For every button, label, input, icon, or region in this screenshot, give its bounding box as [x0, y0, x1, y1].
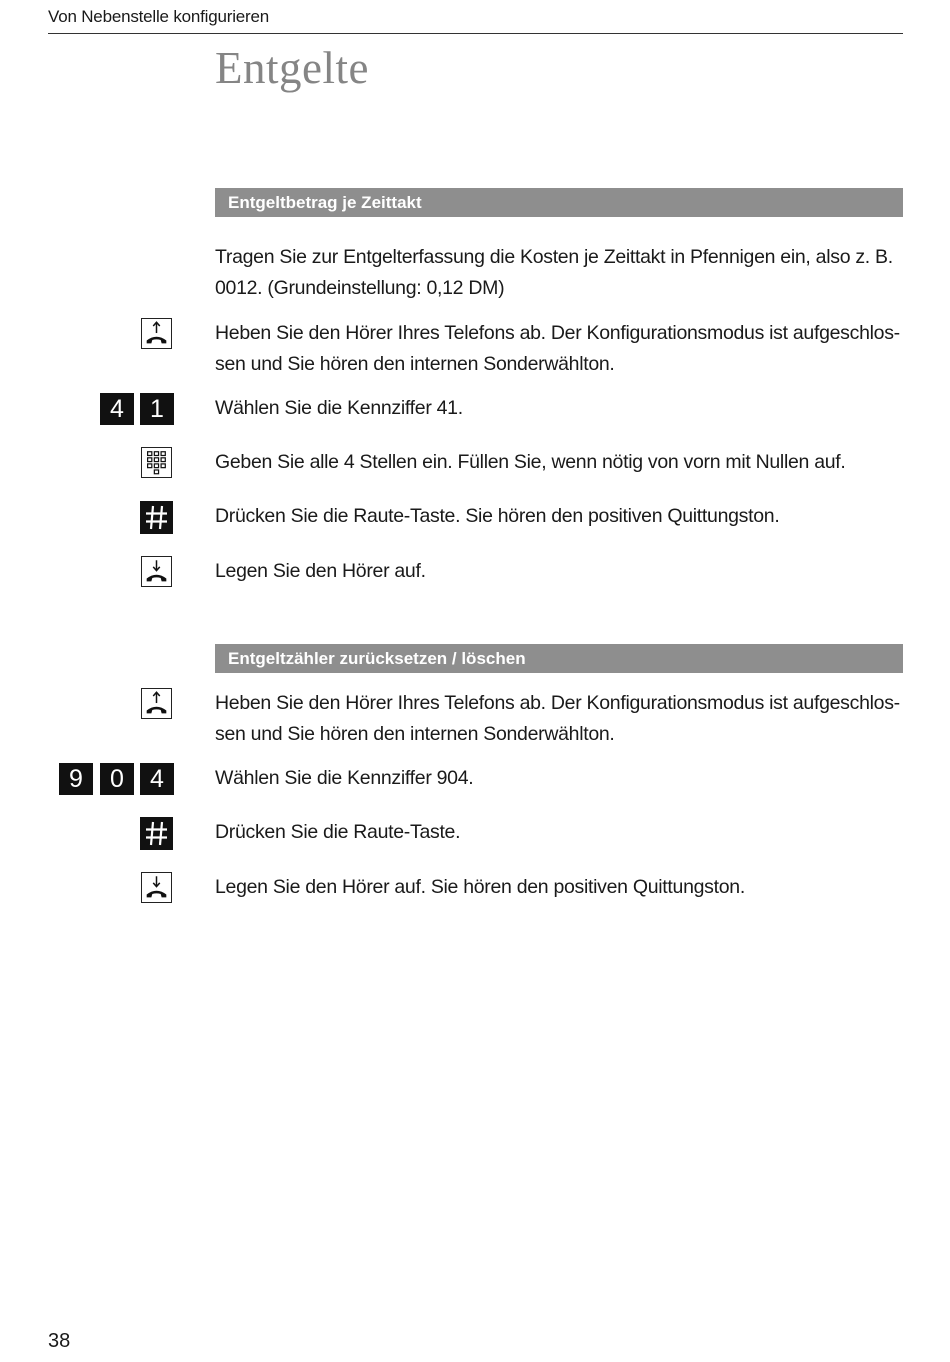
digit-key: 9	[59, 763, 93, 795]
running-header: Von Nebenstelle konfigurieren	[48, 7, 270, 26]
handset-hangup-icon	[141, 872, 172, 903]
keypad-icon	[141, 447, 172, 478]
section2-step-lift	[215, 688, 915, 750]
section1-step-hash: Drücken Sie die Raute-Taste. Sie hören den positiven Quittungston.	[215, 505, 780, 527]
section-heading-fee-per-cycle: Entgeltbetrag je Zeittakt	[215, 188, 903, 217]
section2-step-hangup: Legen Sie den Hörer auf. Sie hören den positiven Quittungston.	[215, 876, 745, 898]
section1-step-lift-line1: Heben Sie den Hörer Ihres Telefons ab. Der Konfigurationsmodus ist aufgeschlos-	[215, 322, 900, 344]
handset-hangup-icon	[141, 556, 172, 587]
section1-intro-line2: 0012. (Grundeinstellung: 0,12 DM)	[215, 277, 505, 299]
section1-intro	[215, 242, 915, 304]
section2-step-dial: Wählen Sie die Kennziffer 904.	[215, 767, 474, 789]
section1-intro-line1: Tragen Sie zur Entgelterfassung die Kosten je Zeittakt in Pfennigen ein, also z. B.	[215, 246, 893, 268]
section2-step-lift-line2: sen und Sie hören den internen Sonderwählton.	[215, 723, 615, 745]
section1-step-hangup: Legen Sie den Hörer auf.	[215, 560, 426, 582]
page-title: Entgelte	[215, 43, 369, 93]
hash-key-icon	[140, 817, 173, 850]
page-number: 38	[48, 1330, 71, 1352]
section1-step-lift-line2: sen und Sie hören den internen Sonderwählton.	[215, 353, 615, 375]
section-heading-reset-counter: Entgeltzähler zurücksetzen / löschen	[215, 644, 903, 673]
digit-key: 4	[100, 393, 134, 425]
section1-step-dial: Wählen Sie die Kennziffer 41.	[215, 397, 463, 419]
section2-step-lift-line1: Heben Sie den Hörer Ihres Telefons ab. Der Konfigurationsmodus ist aufgeschlos-	[215, 692, 900, 714]
digit-key: 1	[140, 393, 174, 425]
header-rule	[48, 33, 903, 34]
handset-lift-icon	[141, 688, 172, 719]
digit-key: 4	[140, 763, 174, 795]
digit-key: 0	[100, 763, 134, 795]
section1-step-lift	[215, 318, 915, 380]
handset-lift-icon	[141, 318, 172, 349]
section1-step-digits: Geben Sie alle 4 Stellen ein. Füllen Sie, wenn nötig von vorn mit Nullen auf.	[215, 451, 846, 473]
section2-step-hash: Drücken Sie die Raute-Taste.	[215, 821, 461, 843]
hash-key-icon	[140, 501, 173, 534]
